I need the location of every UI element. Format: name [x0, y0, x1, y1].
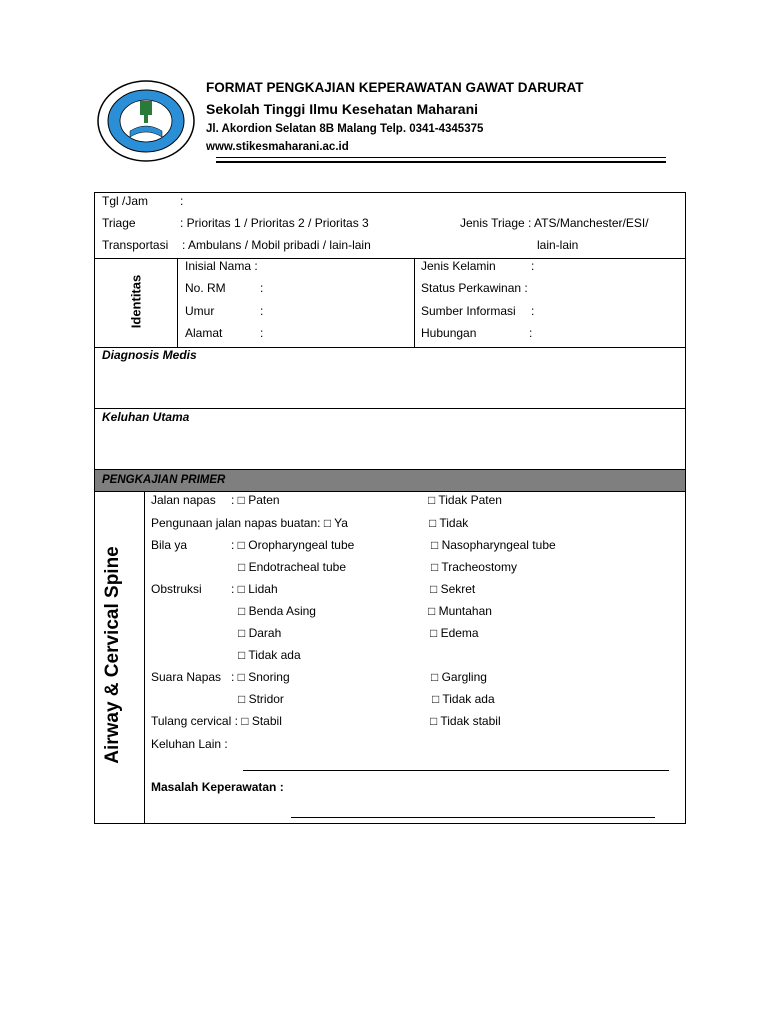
- hubungan-label: Hubungan: [421, 326, 477, 340]
- endotracheal-option[interactable]: □ Endotracheal tube: [238, 560, 346, 574]
- keluhan-utama-label: Keluhan Utama: [102, 410, 190, 424]
- divider: [177, 258, 178, 347]
- masalah-label: Masalah Keperawatan :: [151, 780, 284, 794]
- no-rm-colon: :: [260, 281, 264, 295]
- benda-asing-option[interactable]: □ Benda Asing: [238, 604, 316, 618]
- jenis-triage: Jenis Triage : ATS/Manchester/ESI/: [460, 216, 649, 230]
- no-rm-label: No. RM: [185, 281, 226, 295]
- lain-lain-label: lain-lain: [537, 238, 579, 252]
- diagnosis-label: Diagnosis Medis: [102, 348, 197, 362]
- umur-colon: :: [260, 304, 264, 318]
- tidak-ada-option[interactable]: □ Tidak ada: [238, 648, 301, 662]
- form-box: [94, 192, 686, 824]
- darah-option[interactable]: □ Darah: [238, 626, 282, 640]
- keluhan-lain-label: Keluhan Lain :: [151, 737, 228, 751]
- sumber-label: Sumber Informasi: [421, 304, 516, 318]
- masalah-line[interactable]: [291, 817, 655, 818]
- keluhan-lain-line[interactable]: [243, 770, 669, 771]
- identitas-section-label: Identitas: [128, 274, 144, 329]
- jalan-napas-label: Jalan napas: [151, 493, 216, 507]
- triage-value: : Prioritas 1 / Prioritas 2 / Prioritas 3: [180, 216, 369, 230]
- jenis-kelamin-label: Jenis Kelamin: [421, 259, 496, 273]
- header-rule-bottom: [216, 161, 666, 163]
- edema-option[interactable]: □ Edema: [430, 626, 479, 640]
- tulang-stabil-option[interactable]: Tulang cervical : □ Stabil: [151, 714, 282, 728]
- transport-label: Transportasi: [102, 238, 169, 252]
- school-address: Jl. Akordion Selatan 8B Malang Telp. 0341-4345375: [206, 123, 484, 135]
- airway-section-label: Airway & Cervical Spine: [102, 546, 123, 764]
- primer-label: PENGKAJIAN PRIMER: [102, 474, 226, 486]
- obstruksi-label: Obstruksi: [151, 582, 202, 596]
- transport-value: : Ambulans / Mobil pribadi / lain-lain: [182, 238, 371, 252]
- hubungan-colon: :: [529, 326, 533, 340]
- school-name: Sekolah Tinggi Ilmu Kesehatan Maharani: [206, 101, 479, 117]
- divider: [144, 491, 145, 824]
- header-rule-top: [216, 157, 666, 158]
- penggunaan-tidak-option[interactable]: □ Tidak: [429, 516, 469, 530]
- bila-ya-label: Bila ya: [151, 538, 188, 552]
- status-label: Status Perkawinan :: [421, 281, 528, 295]
- tidak-ada-suara-option[interactable]: □ Tidak ada: [432, 692, 495, 706]
- gargling-option[interactable]: □ Gargling: [431, 670, 487, 684]
- divider: [414, 258, 415, 347]
- tracheostomy-option[interactable]: □ Tracheostomy: [431, 560, 517, 574]
- stridor-option[interactable]: □ Stridor: [238, 692, 284, 706]
- school-website: www.stikesmaharani.ac.id: [206, 141, 349, 153]
- divider: [94, 258, 686, 259]
- sumber-colon: :: [531, 304, 535, 318]
- alamat-colon: :: [260, 326, 264, 340]
- triage-label: Triage: [102, 216, 136, 230]
- inisial-label: Inisial Nama :: [185, 259, 258, 273]
- nasopharyngeal-option[interactable]: □ Nasopharyngeal tube: [431, 538, 556, 552]
- alamat-label: Alamat: [185, 326, 223, 340]
- oropharyngeal-option[interactable]: : □ Oropharyngeal tube: [231, 538, 355, 552]
- sekret-option[interactable]: □ Sekret: [430, 582, 476, 596]
- jenis-kelamin-colon: :: [531, 259, 535, 273]
- divider: [94, 491, 686, 492]
- muntahan-option[interactable]: □ Muntahan: [428, 604, 492, 618]
- tidak-stabil-option[interactable]: □ Tidak stabil: [430, 714, 501, 728]
- paten-option[interactable]: : □ Paten: [231, 493, 280, 507]
- snoring-option[interactable]: : □ Snoring: [231, 670, 290, 684]
- tgl-colon: :: [180, 194, 184, 208]
- school-logo: [96, 79, 196, 163]
- tidak-paten-option[interactable]: □ Tidak Paten: [428, 493, 502, 507]
- tgl-label: Tgl /Jam: [102, 194, 149, 208]
- penggunaan-ya-option[interactable]: Pengunaan jalan napas buatan: □ Ya: [151, 516, 348, 530]
- form-title: FORMAT PENGKAJIAN KEPERAWATAN GAWAT DARURAT: [206, 80, 584, 95]
- divider: [94, 408, 686, 409]
- lidah-option[interactable]: : □ Lidah: [231, 582, 278, 596]
- suara-napas-label: Suara Napas: [151, 670, 222, 684]
- umur-label: Umur: [185, 304, 215, 318]
